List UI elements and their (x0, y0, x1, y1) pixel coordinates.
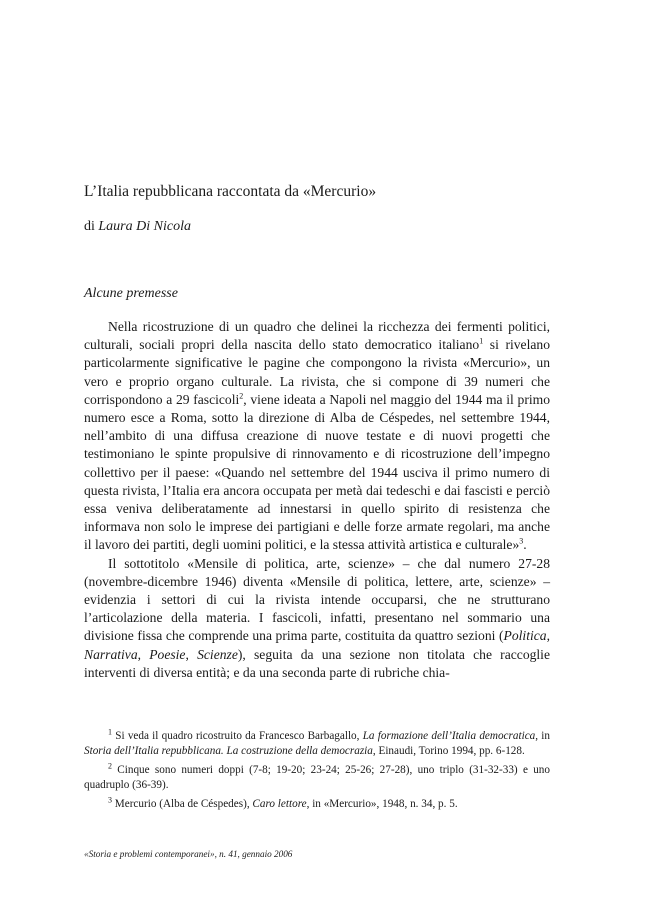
text-run: , viene ideata a Napoli nel maggio del 1944 ma il primo numero esce a Roma, sotto la direzione di Alba de Céspedes, nel settembre 1944, nell’ambito di una diffusa creazione di nuove testate e di nuovi progetti che testimoniano le spinte propulsive di rinnovamento e di ricostruzione dell’impegno collettivo per il paese: «Quando nel settembre del 1944 usciva il primo numero di questa rivista, l’Italia era ancora occupata per metà dai tedeschi e dai fascisti e perciò essa veniva deliberatamente ad innestarsi in quello spirito di resistenza che informava non solo le imprese dei partigiani e delle forze armate regolari, ma anche il lavoro dei partiti, degli uomini politici, e la stessa attività artistica e culturale» (84, 391, 550, 553)
text-run: . (523, 537, 527, 553)
footnotes (84, 729, 550, 816)
article-byline (84, 218, 191, 236)
text-run: , in «Mercurio», 1948, n. 34, p. 5. (306, 798, 458, 810)
footnote-ref: 1 (108, 727, 112, 737)
running-footer: «Storia e problemi contemporanei», n. 41, gennaio 2006 (84, 849, 293, 859)
body-paragraph (84, 555, 550, 682)
text-run: , Einaudi, Torino 1994, pp. 6-128. (372, 745, 525, 757)
italic-text: Storia dell’Italia repubblicana. La costruzione della democrazia (84, 745, 373, 757)
text-run: ), seguita da una sezione non titolata che raccoglie interventi di diversa entità; e da una seconda parte di rubriche chia- (84, 646, 550, 680)
italic-text: Poesie (149, 646, 186, 662)
italic-text: Narrativa (84, 646, 138, 662)
italic-text: Politica (503, 628, 547, 644)
text-run: Mercurio (Alba de Céspedes), (112, 798, 253, 810)
text-run: , (546, 628, 550, 644)
text-run: , (185, 646, 198, 662)
footnote-ref: 3 (519, 536, 524, 546)
article-body (84, 318, 550, 682)
text-run: Il sottotitolo «Mensile di politica, arte, scienze» – che dal numero 27-28 (novembre-dicembre 1946) diventa «Mensile di politica, lettere, arte, scienze» – evidenzia i settori di cui la rivista intende occuparsi, che ne strutturano l’articolazione della materia. I fascicoli, infatti, presentano nel sommario una divisione fissa che comprende una prima parte, costituita da quattro sezioni ( (84, 555, 550, 644)
body-paragraph (84, 318, 550, 555)
italic-text: Scienze (197, 646, 238, 662)
text-run: Cinque sono numeri doppi (7-8; 19-20; 23-24; 25-26; 27-28), uno triplo (31-32-33) e uno quadruplo (36-39). (84, 764, 550, 791)
footnote-ref: 3 (108, 795, 112, 805)
author-name: Laura Di Nicola (98, 219, 191, 234)
text-run: Si veda il quadro ricostruito da Francesco Barbagallo, (112, 730, 363, 742)
byline-prefix: di (84, 219, 99, 234)
text-run: , (137, 646, 150, 662)
article-title: L’Italia repubblicana raccontata da «Mercurio» (84, 183, 377, 200)
text-run: si rivelano particolarmente significative le pagine che compongono la rivista «Mercurio», un vero e proprio organo culturale. La rivista, che si compone di 39 numeri che corrispondono a 29 fascicoli (84, 337, 550, 407)
italic-text: La formazione dell’Italia democratica (362, 730, 536, 742)
footnote-ref: 2 (239, 391, 244, 401)
footnote-2 (84, 763, 550, 793)
footnote-ref: 1 (479, 336, 484, 346)
footnote-3 (84, 797, 550, 812)
text-run: Nella ricostruzione di un quadro che delinei la ricchezza dei fermenti politici, culturali, sociali propri della nascita dello stato democratico italiano (84, 319, 550, 353)
italic-text: Caro lettore (252, 798, 307, 810)
text-run: , in (535, 730, 551, 742)
footnote-ref: 2 (108, 761, 112, 771)
section-heading: Alcune premesse (84, 286, 178, 301)
footnote-1 (84, 729, 550, 759)
